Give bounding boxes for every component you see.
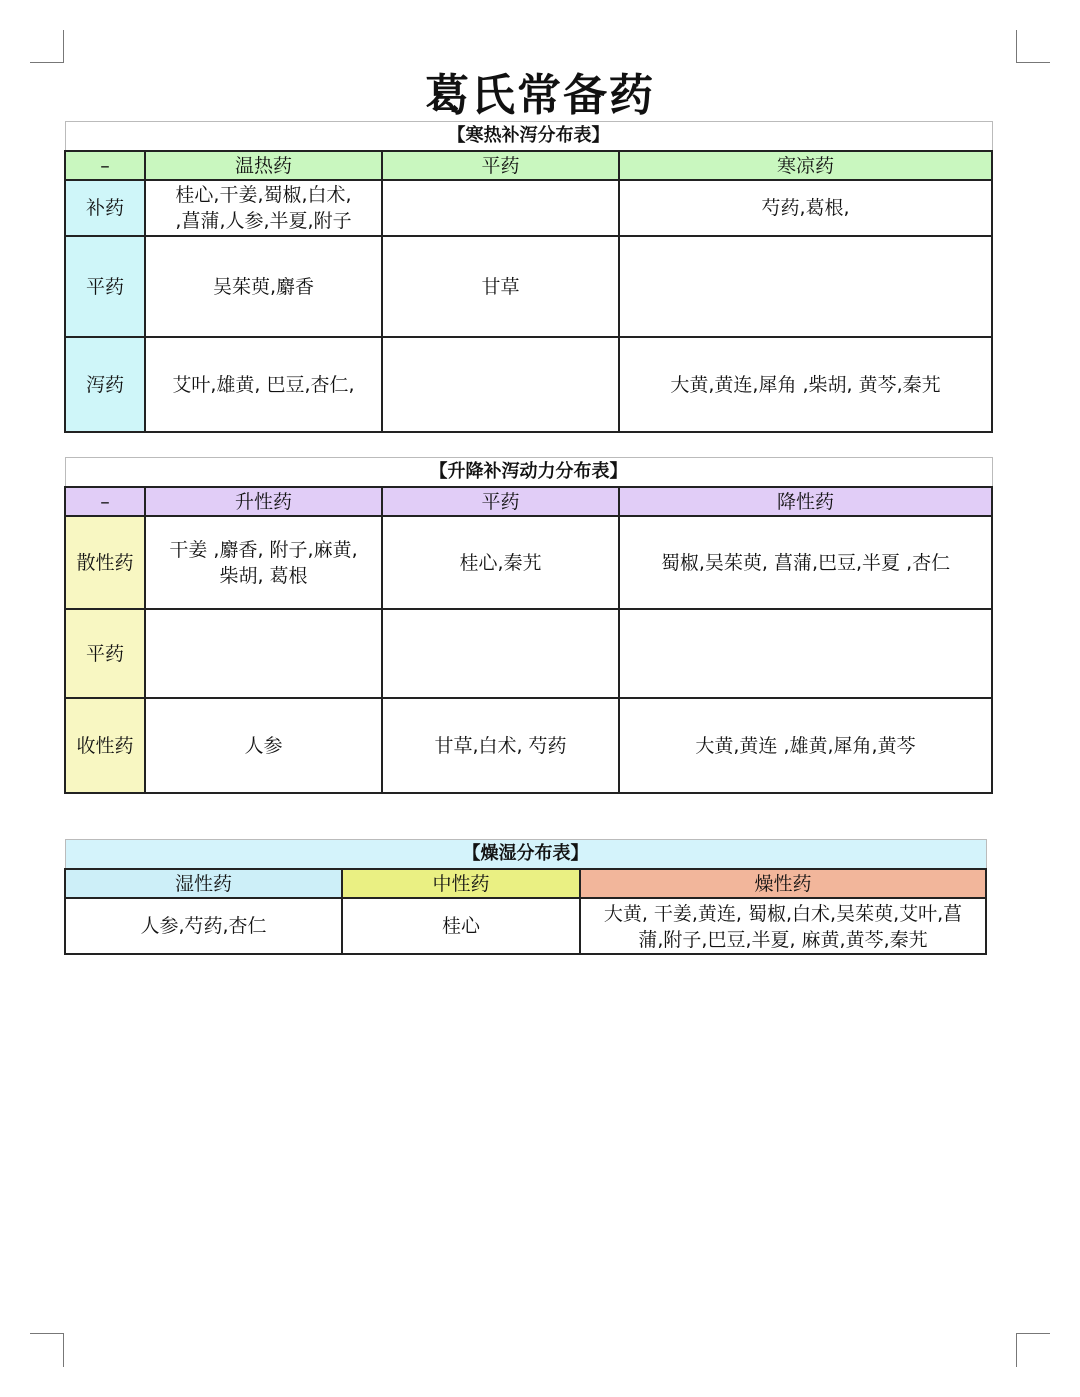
page-title: 葛氏常备药: [425, 70, 655, 121]
column-header: 寒凉药: [619, 151, 992, 180]
table-cell: [382, 180, 619, 236]
table-row: [65, 609, 992, 698]
crop-mark-top-right: [1016, 30, 1050, 63]
column-header: 中性药: [342, 869, 580, 898]
row-label: 收性药: [65, 698, 145, 793]
table-cell: 干姜 ,麝香, 附子,麻黄, 柴胡, 葛根: [145, 516, 382, 609]
table-row: [65, 180, 992, 236]
row-label: 平药: [65, 236, 145, 337]
table-cell: 甘草,白术, 芍药: [382, 698, 619, 793]
table-caption: 【升降补泻动力分布表】: [65, 458, 992, 488]
table-cell: [619, 609, 992, 698]
cold-heat-table: [64, 121, 993, 433]
row-label: 补药: [65, 180, 145, 236]
row-label: 散性药: [65, 516, 145, 609]
table-cell: [382, 337, 619, 432]
crop-mark-bottom-right: [1016, 1333, 1050, 1367]
column-header: 平药: [382, 487, 619, 516]
dry-wet-table: [64, 839, 987, 955]
row-label: 泻药: [65, 337, 145, 432]
column-header: 升性药: [145, 487, 382, 516]
crop-mark-bottom-left: [30, 1333, 64, 1367]
table-row: [65, 516, 992, 609]
table-cell: 桂心: [342, 898, 580, 954]
table-cell: 人参: [145, 698, 382, 793]
table-cell: 蜀椒,吴茱萸, 菖蒲,巴豆,半夏 ,杏仁: [619, 516, 992, 609]
table-cell: [619, 236, 992, 337]
column-header: 平药: [382, 151, 619, 180]
table-caption: 【燥湿分布表】: [65, 840, 986, 870]
table-cell: 大黄,黄连,犀角 ,柴胡, 黄芩,秦艽: [619, 337, 992, 432]
table-row: [65, 898, 986, 954]
column-header: 温热药: [145, 151, 382, 180]
table-row: [65, 698, 992, 793]
table-row: [65, 236, 992, 337]
column-header: 湿性药: [65, 869, 342, 898]
table-cell: 大黄,黄连 ,雄黄,犀角,黄芩: [619, 698, 992, 793]
table-cell: 甘草: [382, 236, 619, 337]
column-header: 燥性药: [580, 869, 986, 898]
table-cell: 芍药,葛根,: [619, 180, 992, 236]
row-label: 平药: [65, 609, 145, 698]
column-header: 降性药: [619, 487, 992, 516]
table-caption: 【寒热补泻分布表】: [65, 122, 992, 152]
table-cell: 艾叶,雄黄, 巴豆,杏仁,: [145, 337, 382, 432]
table-cell: 大黄, 干姜,黄连, 蜀椒,白术,吴茱萸,艾叶,菖 蒲,附子,巴豆,半夏, 麻黄,黄芩,秦艽: [580, 898, 986, 954]
table-cell: [382, 609, 619, 698]
table-cell: 人参,芍药,杏仁: [65, 898, 342, 954]
table-cell: 桂心,干姜,蜀椒,白术, ,菖蒲,人参,半夏,附子: [145, 180, 382, 236]
table-cell: [145, 609, 382, 698]
corner-cell: –: [65, 487, 145, 516]
table-cell: 桂心,秦艽: [382, 516, 619, 609]
table-cell: 吴茱萸,麝香: [145, 236, 382, 337]
rise-fall-table: [64, 457, 993, 794]
corner-cell: –: [65, 151, 145, 180]
crop-mark-top-left: [30, 30, 64, 63]
table-row: [65, 337, 992, 432]
